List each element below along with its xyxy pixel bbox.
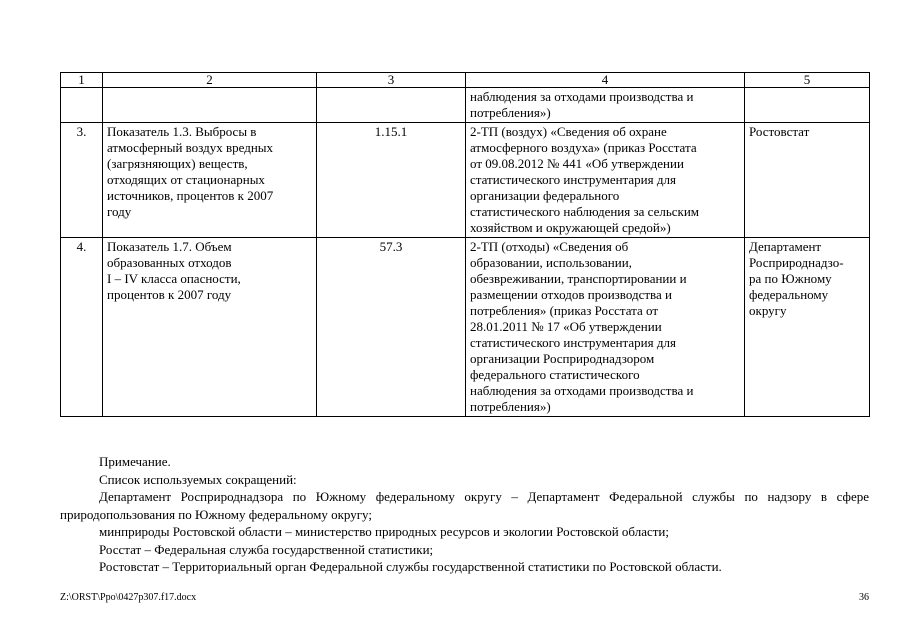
indicator-cell [103,88,317,123]
table-row [61,88,870,123]
form-cell: 2-ТП (воздух) «Сведения об охране атмосферного воздуха» (приказ Росстата от 09.08.2012 № 441 «Об утверждении статистического инструментария для организации федерального статистического наблюдения за сельским хозяйством и окружающей средой») [466,123,745,238]
table-row [61,123,870,238]
notes-title: Примечание. [99,454,171,469]
indicator-cell: Показатель 1.7. Объем образованных отходов I – IV класса опасности, процентов к 2007 году [103,238,317,417]
indicator-cell: Показатель 1.3. Выбросы в атмосферный воздух вредных (загрязняющих) веществ, отходящих от стационарных источников, процентов к 2007 году [103,123,317,238]
column-header: 4 [466,73,745,88]
note-item: Росстат – Федеральная служба государственной статистики; [99,541,434,557]
table-row [61,238,870,417]
note-item: Департамент Росприроднадзора по Южному федеральному округу – Департамент Федеральной службы по надзору в сфере природопользования по Южному федеральному округу; [60,489,869,522]
code-cell [317,88,466,123]
form-cell: 2-ТП (отходы) «Сведения об образовании, использовании, обезвреживании, транспортировании и размещении отходов производства и потребления» (приказ Росстата от 28.01.2011 № 17 «Об утверждении статистического инструментария для организации Росприроднадзором федерального статистического наблюдения за отходами производства и потребления») [466,238,745,417]
note-item: Ростовстат – Территориальный орган Федеральной службы государственной статистики по Ростовской области. [99,559,722,574]
note-item: минприроды Ростовской области – министерство природных ресурсов и экологии Ростовской области; [99,524,669,539]
row-number-cell: 3. [61,123,103,238]
footer-file-path: Z:\ORST\Ppo\0427p307.f17.docx [60,592,197,603]
column-header: 1 [61,73,103,88]
column-header: 2 [103,73,317,88]
notes-section [60,453,869,576]
notes-subtitle: Список используемых сокращений: [99,471,297,487]
code-cell: 57.3 [317,238,466,417]
table-header-row [61,73,870,88]
code-cell: 1.15.1 [317,123,466,238]
agency-cell [745,88,870,123]
row-number-cell: 4. [61,238,103,417]
column-header: 3 [317,73,466,88]
page-number: 36 [859,592,869,603]
row-number-cell [61,88,103,123]
agency-cell: Ростовстат [745,123,870,238]
form-cell: наблюдения за отходами производства и потребления») [466,88,745,123]
data-table [60,72,870,417]
agency-cell: Департамент Росприроднадзо- ра по Южному федеральному округу [745,238,870,417]
column-header: 5 [745,73,870,88]
